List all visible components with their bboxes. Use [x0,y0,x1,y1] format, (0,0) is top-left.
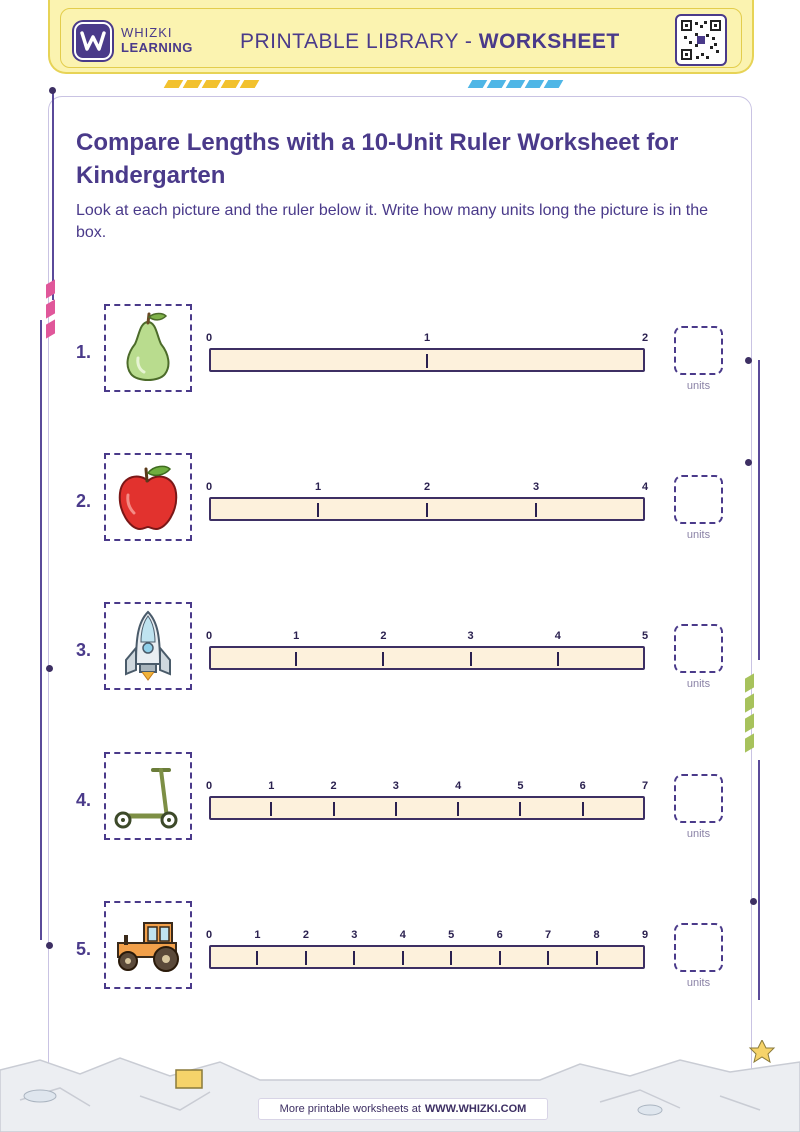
ruler-label: 4 [455,780,462,792]
qr-pattern [681,20,721,60]
ruler-label: 2 [330,780,337,792]
rocket-icon [118,608,178,684]
worksheet-instructions: Look at each picture and the ruler below it. Write how many units long the picture is in the box. [76,202,709,241]
ruler-label: 0 [205,780,213,792]
ruler-label: 4 [641,481,649,493]
answer-box[interactable] [674,475,723,524]
ruler-tick [395,802,397,816]
ruler-tick [499,951,501,965]
ruler [205,630,649,680]
ruler-tick [547,951,549,965]
ruler-bar [209,945,645,969]
problem-number: 1. [76,342,92,362]
ruler-tick [333,802,335,816]
ruler-label: 4 [399,929,406,941]
units-label: units [686,828,711,840]
ruler-tick [382,652,384,666]
ruler-tick [519,802,521,816]
ruler-tick [450,951,452,965]
problem-number: 4. [76,790,92,810]
problem-1 [0,304,800,424]
ruler-label: 2 [380,630,387,642]
ruler-tick [426,503,428,517]
ruler-label: 2 [641,332,649,344]
ruler-label: 5 [641,630,649,642]
ruler-label: 8 [593,929,600,941]
ruler-tick [402,951,404,965]
ruler-label: 5 [448,929,455,941]
header-title-bold: WORKSHEET [478,30,620,53]
footer-banner[interactable] [258,1098,548,1120]
ruler-tick [353,951,355,965]
yellow-stripes [166,80,257,90]
w-logo-icon [80,30,106,52]
ruler-label: 3 [351,929,358,941]
ruler-tick [457,802,459,816]
circuit-dot [49,87,56,94]
ruler-label: 6 [579,780,586,792]
qr-code-icon[interactable] [675,14,727,66]
whizki-logo[interactable] [74,22,112,60]
problem-number: 3. [76,640,92,660]
ruler-tick [256,951,258,965]
problem-2 [0,453,800,573]
problem-4 [0,752,800,872]
tractor-icon [110,915,186,975]
ruler-tick [582,802,584,816]
pear-icon [113,310,183,386]
ruler-label: 0 [205,481,213,493]
answer-box[interactable] [674,923,723,972]
ruler-label: 2 [423,481,431,493]
left-circuit-line [52,90,54,300]
picture-frame [104,453,192,541]
ruler-label: 4 [554,630,561,642]
ruler [205,780,649,830]
picture-frame [104,602,192,690]
ruler-label: 5 [517,780,524,792]
logo-wordmark [121,25,193,55]
ruler-label: 3 [392,780,399,792]
ruler-tick [295,652,297,666]
units-label: units [686,380,711,392]
ruler-tick [535,503,537,517]
ruler-tick [305,951,307,965]
logo-line-1: WHIZKI [121,25,173,40]
worksheet-title: Compare Lengths with a 10-Unit Ruler Worksheet for Kindergarten [76,129,679,189]
picture-frame [104,304,192,392]
ruler-tick [596,951,598,965]
ruler-label: 2 [302,929,309,941]
ruler [205,481,649,531]
ruler-label: 1 [314,481,322,493]
ruler-bar [209,796,645,820]
problem-5 [0,901,800,1021]
ruler-label: 1 [423,332,431,344]
footer-text: More printable worksheets at [279,1103,421,1115]
ruler-tick [557,652,559,666]
units-label: units [686,977,711,989]
ruler-tick [426,354,428,368]
answer-box[interactable] [674,774,723,823]
answer-box[interactable] [674,624,723,673]
ruler-label: 0 [205,929,213,941]
ruler-label: 3 [467,630,474,642]
header-title-prefix: PRINTABLE LIBRARY - [240,30,479,53]
problem-3 [0,602,800,722]
ruler-label: 6 [496,929,503,941]
ruler-tick [317,503,319,517]
ruler-tick [270,802,272,816]
ruler-label: 1 [293,630,300,642]
picture-frame [104,752,192,840]
ruler-label: 0 [205,332,213,344]
ruler-bar [209,646,645,670]
ruler [205,929,649,979]
ruler-label: 7 [641,780,649,792]
scooter-icon [109,760,187,832]
ruler-label: 1 [254,929,261,941]
ruler-label: 7 [545,929,552,941]
logo-line-2: LEARNING [121,40,193,55]
problem-number: 2. [76,491,92,511]
apple-icon [110,459,186,535]
ruler-label: 3 [532,481,540,493]
ruler-label: 0 [205,630,213,642]
answer-box[interactable] [674,326,723,375]
footer-link[interactable]: WWW.WHIZKI.COM [424,1103,527,1115]
ruler [205,332,649,382]
picture-frame [104,901,192,989]
ruler-label: 9 [641,929,649,941]
ruler-label: 1 [268,780,275,792]
blue-stripes [470,80,561,90]
units-label: units [686,678,711,690]
problem-number: 5. [76,939,92,959]
units-label: units [686,529,711,541]
ruler-tick [470,652,472,666]
header-title [240,30,620,54]
